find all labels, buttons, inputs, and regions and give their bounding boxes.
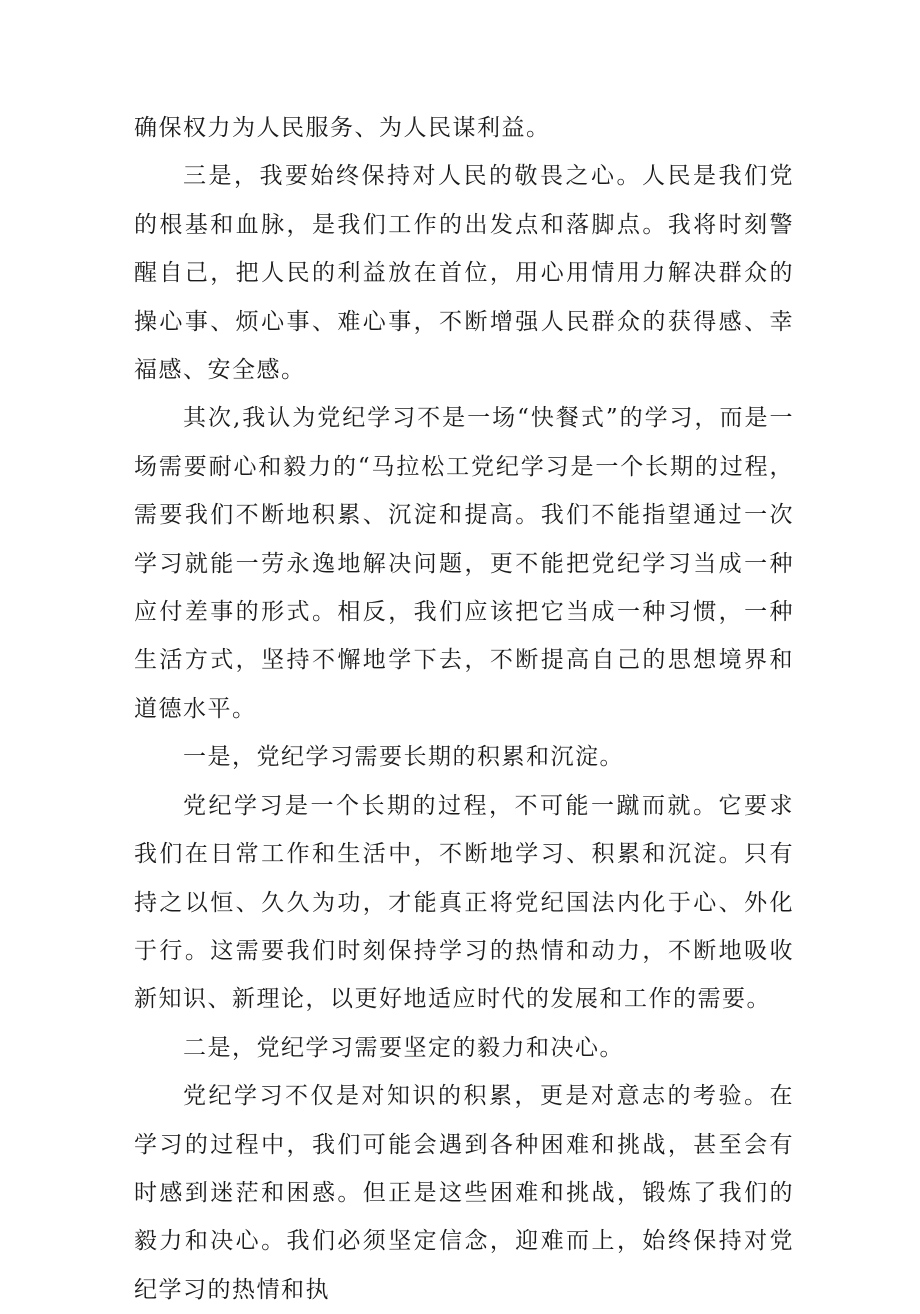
- paragraph-point-one-body: 党纪学习是一个长期的过程，不可能一蹴而就。它要求我们在日常工作和生活中，不断地学习、积累和沉淀。只有持之以恒、久久为功，才能真正将党纪国法内化于心、外化于行。这需要我们时刻保持学习的热情和动力，不断地吸收新知识、新理论，以更好地适应时代的发展和工作的需要。: [134, 792, 794, 1013]
- paragraph-point-three: 三是，我要始终保持对人民的敬畏之心。人民是我们党的根基和血脉，是我们工作的出发点和落脚点。我将时刻警醒自己，把人民的利益放在首位，用心用情用力解决群众的操心事、烦心事、难心事，不断增强人民群众的获得感、幸福感、安全感。: [134, 163, 794, 384]
- document-body: [134, 104, 794, 1314]
- paragraph-secondly: 其次,我认为党纪学习不是一场“快餐式”的学习，而是一场需要耐心和毅力的“马拉松工党纪学习是一个长期的过程，需要我们不断地积累、沉淀和提高。我们不能指望通过一次学习就能一劳永逸地解决问题，更不能把党纪学习当成一种应付差事的形式。相反，我们应该把它当成一种习惯，一种生活方式，坚持不懈地学下去，不断提高自己的思想境界和道德水平。: [134, 405, 794, 722]
- paragraph-continuation: 确保权力为人民服务、为人民谋利益。: [134, 115, 551, 141]
- paragraph-point-two-body: 党纪学习不仅是对知识的积累，更是对意志的考验。在学习的过程中，我们可能会遇到各种困难和挑战，甚至会有时感到迷茫和困惑。但正是这些困难和挑战，锻炼了我们的毅力和决心。我们必须坚定信念，迎难而上，始终保持对党纪学习的热情和执: [134, 1083, 794, 1303]
- paragraph-point-one-heading: 一是，党纪学习需要长期的积累和沉淀。: [183, 744, 624, 771]
- paragraph-point-two-heading: 二是，党纪学习需要坚定的毅力和决心。: [183, 1034, 624, 1061]
